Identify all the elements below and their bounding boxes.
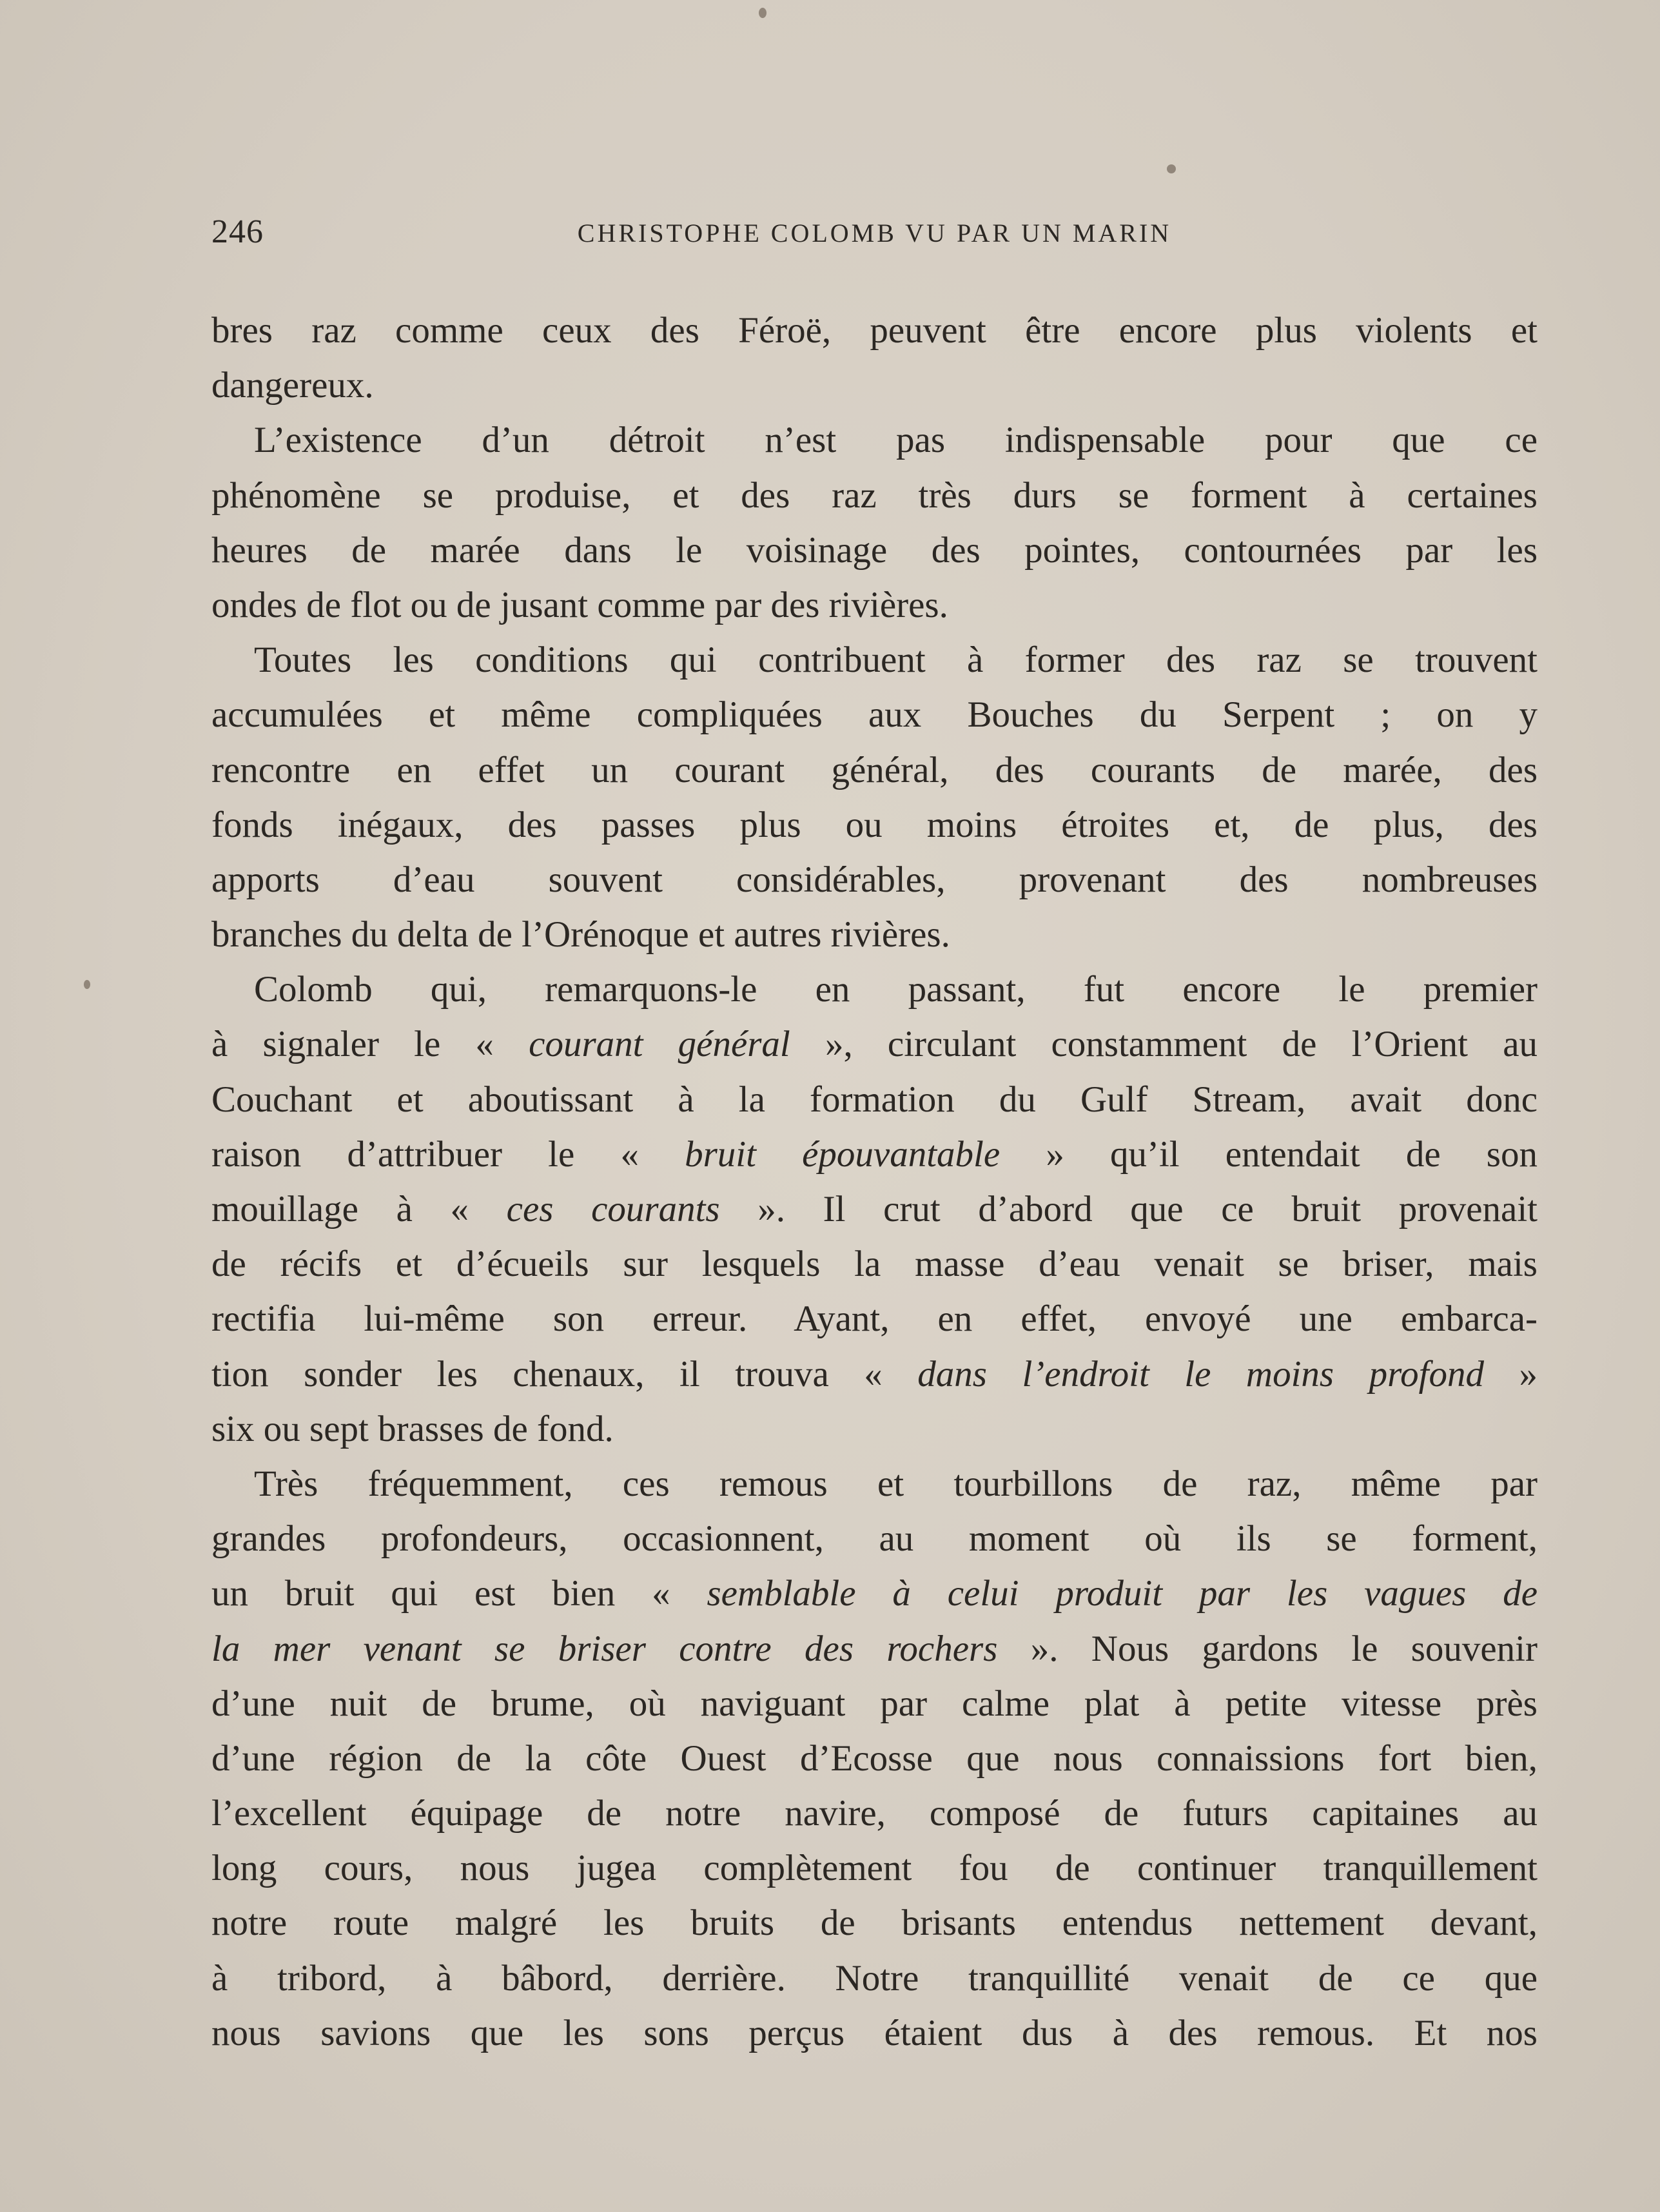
text-line xyxy=(211,743,1538,798)
ink-spot xyxy=(759,8,767,18)
text-line xyxy=(211,1127,1538,1182)
text-segment: Colomb qui, remarquons-le en passant, fut encore le premier xyxy=(254,969,1538,1010)
text-segment: » qu’il entendait de son xyxy=(1000,1133,1538,1175)
text-segment: grandes profondeurs, occasionnent, au moment où ils se forment, xyxy=(211,1518,1538,1560)
text-segment: tion sonder les chenaux, il trouva « xyxy=(211,1353,918,1395)
text-segment: nous savions que les sons perçus étaient dus à des remous. Et nos xyxy=(211,2012,1538,2053)
italic-quote: dans l’endroit le moins profond xyxy=(917,1353,1484,1395)
text-segment: » xyxy=(1484,1353,1538,1395)
text-line xyxy=(211,632,1538,687)
text-line xyxy=(211,303,1538,358)
text-line xyxy=(211,2006,1538,2060)
italic-quote: bruit épouvantable xyxy=(685,1133,1001,1175)
text-line xyxy=(211,798,1538,852)
text-line xyxy=(211,1731,1538,1786)
text-segment: L’existence d’un détroit n’est pas indispensable pour que ce xyxy=(254,420,1538,461)
text-segment: ». Nous gardons le souvenir xyxy=(997,1628,1538,1669)
text-segment: Très fréquemment, ces remous et tourbillons de raz, même par xyxy=(254,1463,1538,1504)
text-line xyxy=(211,1621,1538,1676)
text-segment: phénomène se produise, et des raz très durs se forment à certaines xyxy=(211,475,1538,516)
text-segment: un bruit qui est bien « xyxy=(211,1573,707,1614)
text-segment: ondes de flot ou de jusant comme par des rivières. xyxy=(211,584,948,625)
page-number: 246 xyxy=(211,213,264,250)
text-line xyxy=(211,358,1538,413)
text-segment: Couchant et aboutissant à la formation du Gulf Stream, avait donc xyxy=(211,1079,1538,1120)
running-title: CHRISTOPHE COLOMB VU PAR UN MARIN xyxy=(577,219,1172,248)
running-head xyxy=(211,213,1538,258)
text-line xyxy=(211,1237,1538,1291)
ink-spot xyxy=(1167,164,1176,173)
ink-spot xyxy=(84,980,90,989)
text-line xyxy=(211,962,1538,1017)
text-line xyxy=(211,1456,1538,1511)
text-line xyxy=(211,523,1538,578)
text-segment: », circulant constamment de l’Orient au xyxy=(790,1024,1538,1065)
text-line xyxy=(211,413,1538,467)
text-segment: fonds inégaux, des passes plus ou moins étroites et, de plus, des xyxy=(211,804,1538,845)
text-line xyxy=(211,1182,1538,1237)
text-segment: heures de marée dans le voisinage des pointes, contournées par les xyxy=(211,529,1538,571)
text-segment: branches du delta de l’Orénoque et autres rivières. xyxy=(211,914,950,955)
text-segment: l’excellent équipage de notre navire, composé de futurs capitaines au xyxy=(211,1793,1538,1834)
text-segment: mouillage à « xyxy=(211,1189,507,1229)
text-segment: rectifia lui-même son erreur. Ayant, en effet, envoyé une embarca- xyxy=(211,1298,1538,1340)
text-segment: bres raz comme ceux des Féroë, peuvent être encore plus violents et xyxy=(211,310,1538,351)
text-line xyxy=(211,687,1538,742)
text-segment: rencontre en effet un courant général, des courants de marée, des xyxy=(211,749,1538,790)
text-segment: dangereux. xyxy=(211,365,374,406)
text-line xyxy=(211,1291,1538,1346)
paragraph xyxy=(211,962,1538,1456)
text-line xyxy=(211,468,1538,523)
text-segment: six ou sept brasses de fond. xyxy=(211,1408,614,1449)
text-line xyxy=(211,1895,1538,1950)
text-segment: ». Il crut d’abord que ce bruit provenait xyxy=(719,1189,1538,1229)
text-segment: accumulées et même compliquées aux Bouches du Serpent ; on y xyxy=(211,694,1538,736)
text-line xyxy=(211,1017,1538,1072)
text-segment: à signaler le « xyxy=(211,1024,529,1065)
text-line xyxy=(211,1072,1538,1127)
text-line xyxy=(211,1511,1538,1566)
paragraph xyxy=(211,1456,1538,2060)
text-segment: long cours, nous jugea complètement fou de continuer tranquillement xyxy=(211,1848,1538,1889)
italic-quote: semblable à celui produit par les vagues de xyxy=(707,1573,1538,1614)
paragraph xyxy=(211,303,1538,413)
text-segment: de récifs et d’écueils sur lesquels la masse d’eau venait se briser, mais xyxy=(211,1244,1538,1285)
text-line xyxy=(211,1786,1538,1841)
text-line xyxy=(211,1951,1538,2006)
body-text xyxy=(211,303,1538,2060)
text-segment: à tribord, à bâbord, derrière. Notre tranquillité venait de ce que xyxy=(211,1957,1538,1999)
italic-quote: ces courants xyxy=(506,1189,720,1229)
text-line xyxy=(211,1676,1538,1731)
text-segment: d’une région de la côte Ouest d’Ecosse que nous connaissions fort bien, xyxy=(211,1737,1538,1779)
text-line xyxy=(211,1402,1538,1456)
text-segment: raison d’attribuer le « xyxy=(211,1133,685,1175)
paragraph xyxy=(211,413,1538,632)
text-line xyxy=(211,1841,1538,1895)
text-segment: notre route malgré les bruits de brisants entendus nettement devant, xyxy=(211,1903,1538,1944)
text-line xyxy=(211,1566,1538,1621)
text-line xyxy=(211,907,1538,962)
text-line xyxy=(211,1347,1538,1402)
paragraph xyxy=(211,632,1538,962)
italic-quote: la mer venant se briser contre des rochers xyxy=(211,1628,998,1669)
text-line xyxy=(211,578,1538,632)
italic-quote: courant général xyxy=(529,1024,790,1065)
text-line xyxy=(211,852,1538,907)
text-segment: Toutes les conditions qui contribuent à former des raz se trouvent xyxy=(254,640,1538,681)
text-segment: d’une nuit de brume, où naviguant par calme plat à petite vitesse près xyxy=(211,1683,1538,1724)
text-segment: apports d’eau souvent considérables, provenant des nombreuses xyxy=(211,859,1538,900)
